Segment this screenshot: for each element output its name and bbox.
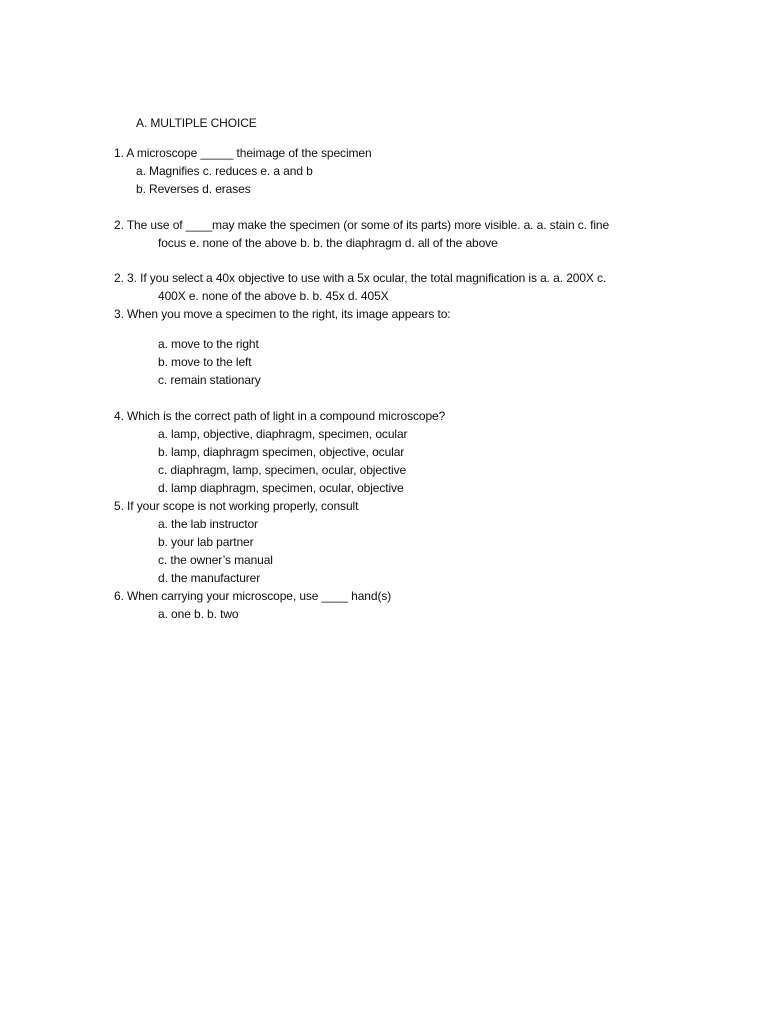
question-5-option: d. the manufacturer xyxy=(158,571,261,585)
question-4-option: d. lamp diaphragm, specimen, ocular, objective xyxy=(158,481,404,495)
question-5-option: a. the lab instructor xyxy=(158,517,258,531)
question-5-stem: 5. If your scope is not working properly, consult xyxy=(114,499,359,513)
question-2b-continuation: 400X e. none of the above b. b. 45x d. 405X xyxy=(158,289,389,303)
question-2b-stem: 2. 3. If you select a 40x objective to use with a 5x ocular, the total magnification is a. a. 200X c. xyxy=(114,271,607,285)
question-1-stem: 1. A microscope _____ theimage of the specimen xyxy=(114,146,372,160)
question-2-stem: 2. The use of ____may make the specimen (or some of its parts) more visible. a. a. stain c. fine xyxy=(114,218,610,232)
question-5-option: b. your lab partner xyxy=(158,535,254,549)
question-4-option: c. diaphragm, lamp, specimen, ocular, objective xyxy=(158,463,407,477)
section-title: A. MULTIPLE CHOICE xyxy=(136,116,257,130)
question-2-continuation: focus e. none of the above b. b. the diaphragm d. all of the above xyxy=(158,236,498,250)
question-4-option: b. lamp, diaphragm specimen, objective, ocular xyxy=(158,445,405,459)
question-3-option: a. move to the right xyxy=(158,337,259,351)
question-3-option: c. remain stationary xyxy=(158,373,261,387)
question-1-option: a. Magnifies c. reduces e. a and b xyxy=(136,164,313,178)
question-3-stem: 3. When you move a specimen to the right, its image appears to: xyxy=(114,307,451,321)
question-4-option: a. lamp, objective, diaphragm, specimen, ocular xyxy=(158,427,408,441)
question-4-stem: 4. Which is the correct path of light in a compound microscope? xyxy=(114,409,446,423)
question-3-option: b. move to the left xyxy=(158,355,252,369)
question-1-option: b. Reverses d. erases xyxy=(136,182,251,196)
question-6-stem: 6. When carrying your microscope, use ____ hand(s) xyxy=(114,589,392,603)
question-6-option: a. one b. b. two xyxy=(158,607,239,621)
question-5-option: c. the owner’s manual xyxy=(158,553,273,567)
